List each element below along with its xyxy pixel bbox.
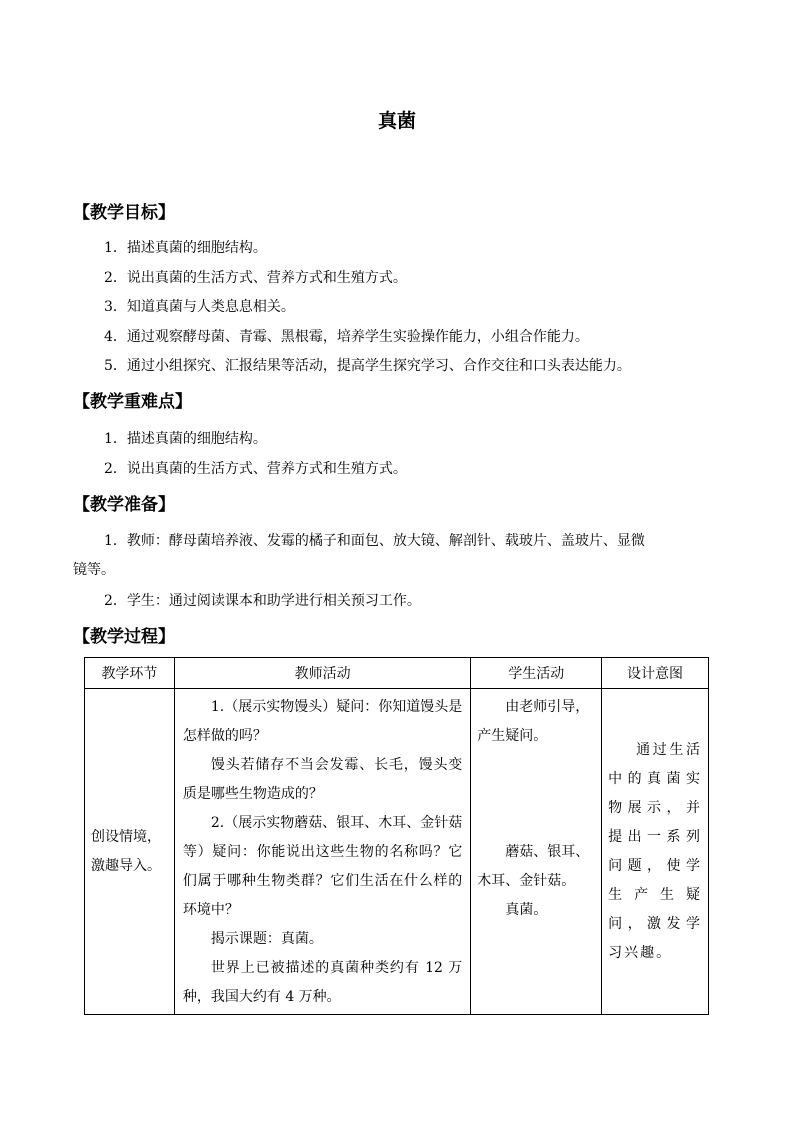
teacher-paragraph-4: 揭示课题：真菌。 bbox=[210, 931, 323, 947]
teacher-paragraph-3: 2.（展示实物蘑菇、银耳、木耳、金针菇等）疑问：你能说出这些生物的名称吗？它们属于哪种生物类群？它们生活在什么样的环境中？ bbox=[182, 815, 463, 918]
student-paragraph-2: 蘑菇、银耳、木耳、金针菇。 bbox=[477, 844, 590, 889]
goal-item-1: 1．描述真菌的细胞结构。 bbox=[104, 240, 267, 256]
header-stage: 教学环节 bbox=[85, 658, 175, 689]
table-row bbox=[85, 689, 709, 1015]
key-point-item-2: 2．说出真菌的生活方式、营养方式和生殖方式。 bbox=[104, 461, 407, 477]
goal-item-4: 4．通过观察酵母菌、青霉、黑根霉，培养学生实验操作能力，小组合作能力。 bbox=[104, 329, 589, 345]
cell-design-intent bbox=[602, 689, 709, 1015]
section-heading-goals: 【教学目标】 bbox=[73, 203, 175, 223]
goal-item-5: 5．通过小组探究、汇报结果等活动，提高学生探究学习、合作交往和口头表达能力。 bbox=[104, 358, 631, 374]
preparation-item-1-line-1: 1．教师：酵母菌培养液、发霉的橘子和面包、放大镜、解剖针、载玻片、盖玻片、显微 bbox=[104, 533, 645, 549]
preparation-item-1 bbox=[73, 527, 723, 585]
cell-student-activity bbox=[471, 689, 602, 1015]
document-title: 真菌 bbox=[377, 110, 416, 132]
section-heading-preparation: 【教学准备】 bbox=[73, 495, 175, 515]
design-paragraph: 通过生活中的真菌实物展示，并提出一系列问题，使学生产生疑问，激发学习兴趣。 bbox=[608, 741, 702, 961]
key-point-item-1: 1．描述真菌的细胞结构。 bbox=[104, 431, 267, 447]
process-table bbox=[84, 657, 709, 1015]
preparation-item-2: 2．学生：通过阅读课本和助学进行相关预习工作。 bbox=[104, 593, 421, 609]
teacher-paragraph-1: 1.（展示实物馒头）疑问：你知道馒头是怎样做的吗？ bbox=[182, 699, 463, 744]
cell-teacher-activity bbox=[174, 689, 470, 1015]
teacher-paragraph-5: 世界上已被描述的真菌种类约有 12 万种，我国大约有 4 万种。 bbox=[182, 960, 463, 1005]
header-design-intent: 设计意图 bbox=[602, 658, 709, 689]
cell-stage: 创设情境，激趣导入。 bbox=[85, 689, 175, 1015]
student-paragraph-1: 由老师引导，产生疑问。 bbox=[477, 699, 590, 744]
section-heading-process: 【教学过程】 bbox=[73, 627, 175, 647]
section-heading-key-points: 【教学重难点】 bbox=[73, 392, 192, 412]
preparation-item-1-line-2: 镜等。 bbox=[73, 562, 115, 578]
header-student-activity: 学生活动 bbox=[471, 658, 602, 689]
student-paragraph-3: 真菌。 bbox=[505, 902, 548, 918]
goal-item-3: 3．知道真菌与人类息息相关。 bbox=[104, 299, 295, 315]
teacher-paragraph-2: 馒头若储存不当会发霉、长毛，馒头变质是哪些生物造成的？ bbox=[182, 757, 463, 802]
goal-item-2: 2．说出真菌的生活方式、营养方式和生殖方式。 bbox=[104, 270, 407, 286]
table-header-row bbox=[85, 658, 709, 689]
header-teacher-activity: 教师活动 bbox=[174, 658, 470, 689]
